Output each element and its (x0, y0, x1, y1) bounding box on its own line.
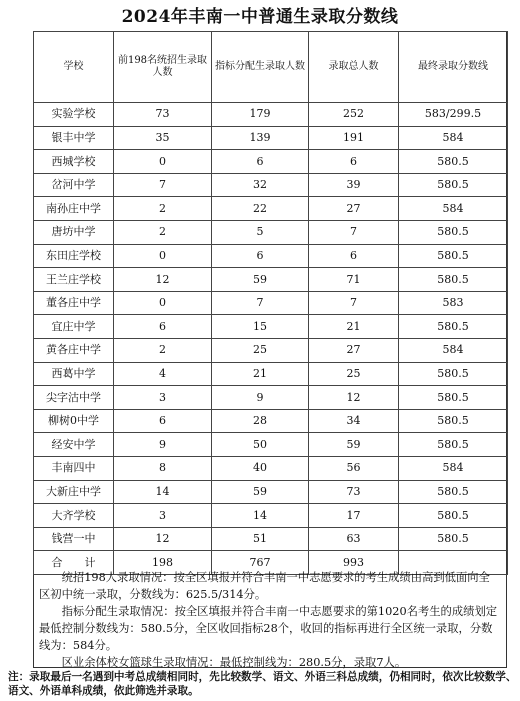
table-cell: 7 (212, 291, 309, 315)
table-cell: 丰南四中 (34, 456, 114, 480)
table-cell: 宜庄中学 (34, 315, 114, 339)
table-cell: 柳树0中学 (34, 409, 114, 433)
table-row (34, 338, 508, 362)
table-cell: 南孙庄中学 (34, 197, 114, 221)
table-cell: 139 (212, 126, 309, 150)
table-cell: 12 (114, 527, 212, 551)
table-header-row (34, 32, 508, 103)
table-cell: 唐坊中学 (34, 220, 114, 244)
table-cell: 合 计 (34, 551, 114, 575)
table-cell: 191 (309, 126, 399, 150)
table-cell: 0 (114, 244, 212, 268)
table-cell: 56 (309, 456, 399, 480)
table-row (34, 173, 508, 197)
table-cell: 14 (212, 504, 309, 528)
table-cell: 580.5 (399, 362, 508, 386)
table-row (34, 315, 508, 339)
table-cell: 4 (114, 362, 212, 386)
table-cell: 59 (309, 433, 399, 457)
table-cell: 17 (309, 504, 399, 528)
header-top198: 前198名统招生录取人数 (114, 32, 212, 103)
table-cell: 580.5 (399, 504, 508, 528)
table-cell: 583/299.5 (399, 103, 508, 127)
table-cell: 6 (114, 315, 212, 339)
table-cell: 63 (309, 527, 399, 551)
table-cell: 12 (114, 268, 212, 292)
table-cell: 50 (212, 433, 309, 457)
table-row (34, 268, 508, 292)
table-cell: 580.5 (399, 220, 508, 244)
table-cell: 7 (309, 220, 399, 244)
table-cell: 584 (399, 197, 508, 221)
table-cell: 2 (114, 197, 212, 221)
header-total: 录取总人数 (309, 32, 399, 103)
table-cell: 22 (212, 197, 309, 221)
table-row (34, 126, 508, 150)
table-cell: 2 (114, 220, 212, 244)
table-cell: 9 (212, 386, 309, 410)
table-row (34, 409, 508, 433)
table-cell: 7 (309, 291, 399, 315)
table-cell: 584 (399, 126, 508, 150)
table-cell: 8 (114, 456, 212, 480)
table-cell: 580.5 (399, 480, 508, 504)
table-cell: 大齐学校 (34, 504, 114, 528)
table-cell: 25 (309, 362, 399, 386)
note-paragraph: 指标分配生录取情况：按全区填报并符合丰南一中志愿要求的第1020名考生的成绩划定最低控制分数线为：580.5分，全区收回指标28个，收回的指标再进行全区统一录取，分数线为：584分。 (39, 605, 498, 652)
table-row (34, 220, 508, 244)
table-cell: 大新庄中学 (34, 480, 114, 504)
table-row (34, 504, 508, 528)
table-row (34, 150, 508, 174)
header-cutoff: 最终录取分数线 (399, 32, 508, 103)
footer-note: 注：录取最后一名遇到中考总成绩相同时，先比较数学、语文、外语三科总成绩，仍相同时，依次比较数学、语文、外语单科成绩，依此筛选并录取。 (8, 671, 517, 697)
table-cell: 59 (212, 268, 309, 292)
table-cell: 王兰庄学校 (34, 268, 114, 292)
table-cell: 32 (212, 173, 309, 197)
table-cell: 东田庄学校 (34, 244, 114, 268)
score-table (33, 31, 508, 575)
table-cell: 6 (309, 150, 399, 174)
table-cell: 580.5 (399, 386, 508, 410)
table-cell: 钱营一中 (34, 527, 114, 551)
table-row (34, 244, 508, 268)
table-cell: 21 (309, 315, 399, 339)
table-cell: 27 (309, 338, 399, 362)
table-cell: 15 (212, 315, 309, 339)
notes-section (33, 566, 507, 668)
header-school: 学校 (34, 32, 114, 103)
table-cell: 34 (309, 409, 399, 433)
table-cell: 73 (309, 480, 399, 504)
table-cell: 2 (114, 338, 212, 362)
table-cell: 董各庄中学 (34, 291, 114, 315)
table-cell: 岔河中学 (34, 173, 114, 197)
table-cell: 71 (309, 268, 399, 292)
table-cell: 583 (399, 291, 508, 315)
table-row (34, 433, 508, 457)
table-cell: 584 (399, 456, 508, 480)
table-cell: 21 (212, 362, 309, 386)
table-cell: 7 (114, 173, 212, 197)
table-cell: 767 (212, 551, 309, 575)
table-row (34, 527, 508, 551)
table-row (34, 386, 508, 410)
table-cell: 3 (114, 386, 212, 410)
page-title: 2024年丰南一中普通生录取分数线 (121, 7, 399, 27)
table-cell: 5 (212, 220, 309, 244)
table-cell: 25 (212, 338, 309, 362)
table-row (34, 291, 508, 315)
table-cell: 59 (212, 480, 309, 504)
table-cell: 580.5 (399, 244, 508, 268)
table-row (34, 480, 508, 504)
table-row (34, 456, 508, 480)
table-cell: 3 (114, 504, 212, 528)
table-cell: 580.5 (399, 173, 508, 197)
table-row (34, 197, 508, 221)
table-cell: 经安中学 (34, 433, 114, 457)
table-cell: 银丰中学 (34, 126, 114, 150)
table-cell: 40 (212, 456, 309, 480)
note-paragraph: 区业余体校女篮球生录取情况：最低控制线为：280.5分，录取7人。 (61, 656, 407, 669)
table-cell: 28 (212, 409, 309, 433)
table-cell: 西城学校 (34, 150, 114, 174)
table-cell: 黄各庄中学 (34, 338, 114, 362)
table-cell: 27 (309, 197, 399, 221)
table-cell: 580.5 (399, 433, 508, 457)
table-cell: 198 (114, 551, 212, 575)
table-cell: 实验学校 (34, 103, 114, 127)
table-cell: 0 (114, 150, 212, 174)
table-cell: 39 (309, 173, 399, 197)
table-cell: 9 (114, 433, 212, 457)
table-cell: 51 (212, 527, 309, 551)
table-cell: 993 (309, 551, 399, 575)
table-cell: 6 (212, 244, 309, 268)
table-cell: 6 (309, 244, 399, 268)
table-cell: 580.5 (399, 527, 508, 551)
table-cell: 580.5 (399, 315, 508, 339)
table-cell: 179 (212, 103, 309, 127)
note-paragraph: 统招198人录取情况：按全区填报并符合丰南一中志愿要求的考生成绩由高到低面向全区初中统一录取，分数线为：625.5/314分。 (39, 571, 490, 601)
header-quota: 指标分配生录取人数 (212, 32, 309, 103)
table-cell: 6 (212, 150, 309, 174)
table-cell: 35 (114, 126, 212, 150)
table-cell: 580.5 (399, 150, 508, 174)
table-cell: 6 (114, 409, 212, 433)
table-cell: 12 (309, 386, 399, 410)
table-row (34, 362, 508, 386)
table-cell: 14 (114, 480, 212, 504)
table-cell: 584 (399, 338, 508, 362)
table-cell: 尖字沽中学 (34, 386, 114, 410)
table-row (34, 103, 508, 127)
table-cell: 580.5 (399, 409, 508, 433)
table-cell: 西葛中学 (34, 362, 114, 386)
table-cell: 73 (114, 103, 212, 127)
table-cell: 0 (114, 291, 212, 315)
table-cell: 580.5 (399, 268, 508, 292)
table-cell: 252 (309, 103, 399, 127)
